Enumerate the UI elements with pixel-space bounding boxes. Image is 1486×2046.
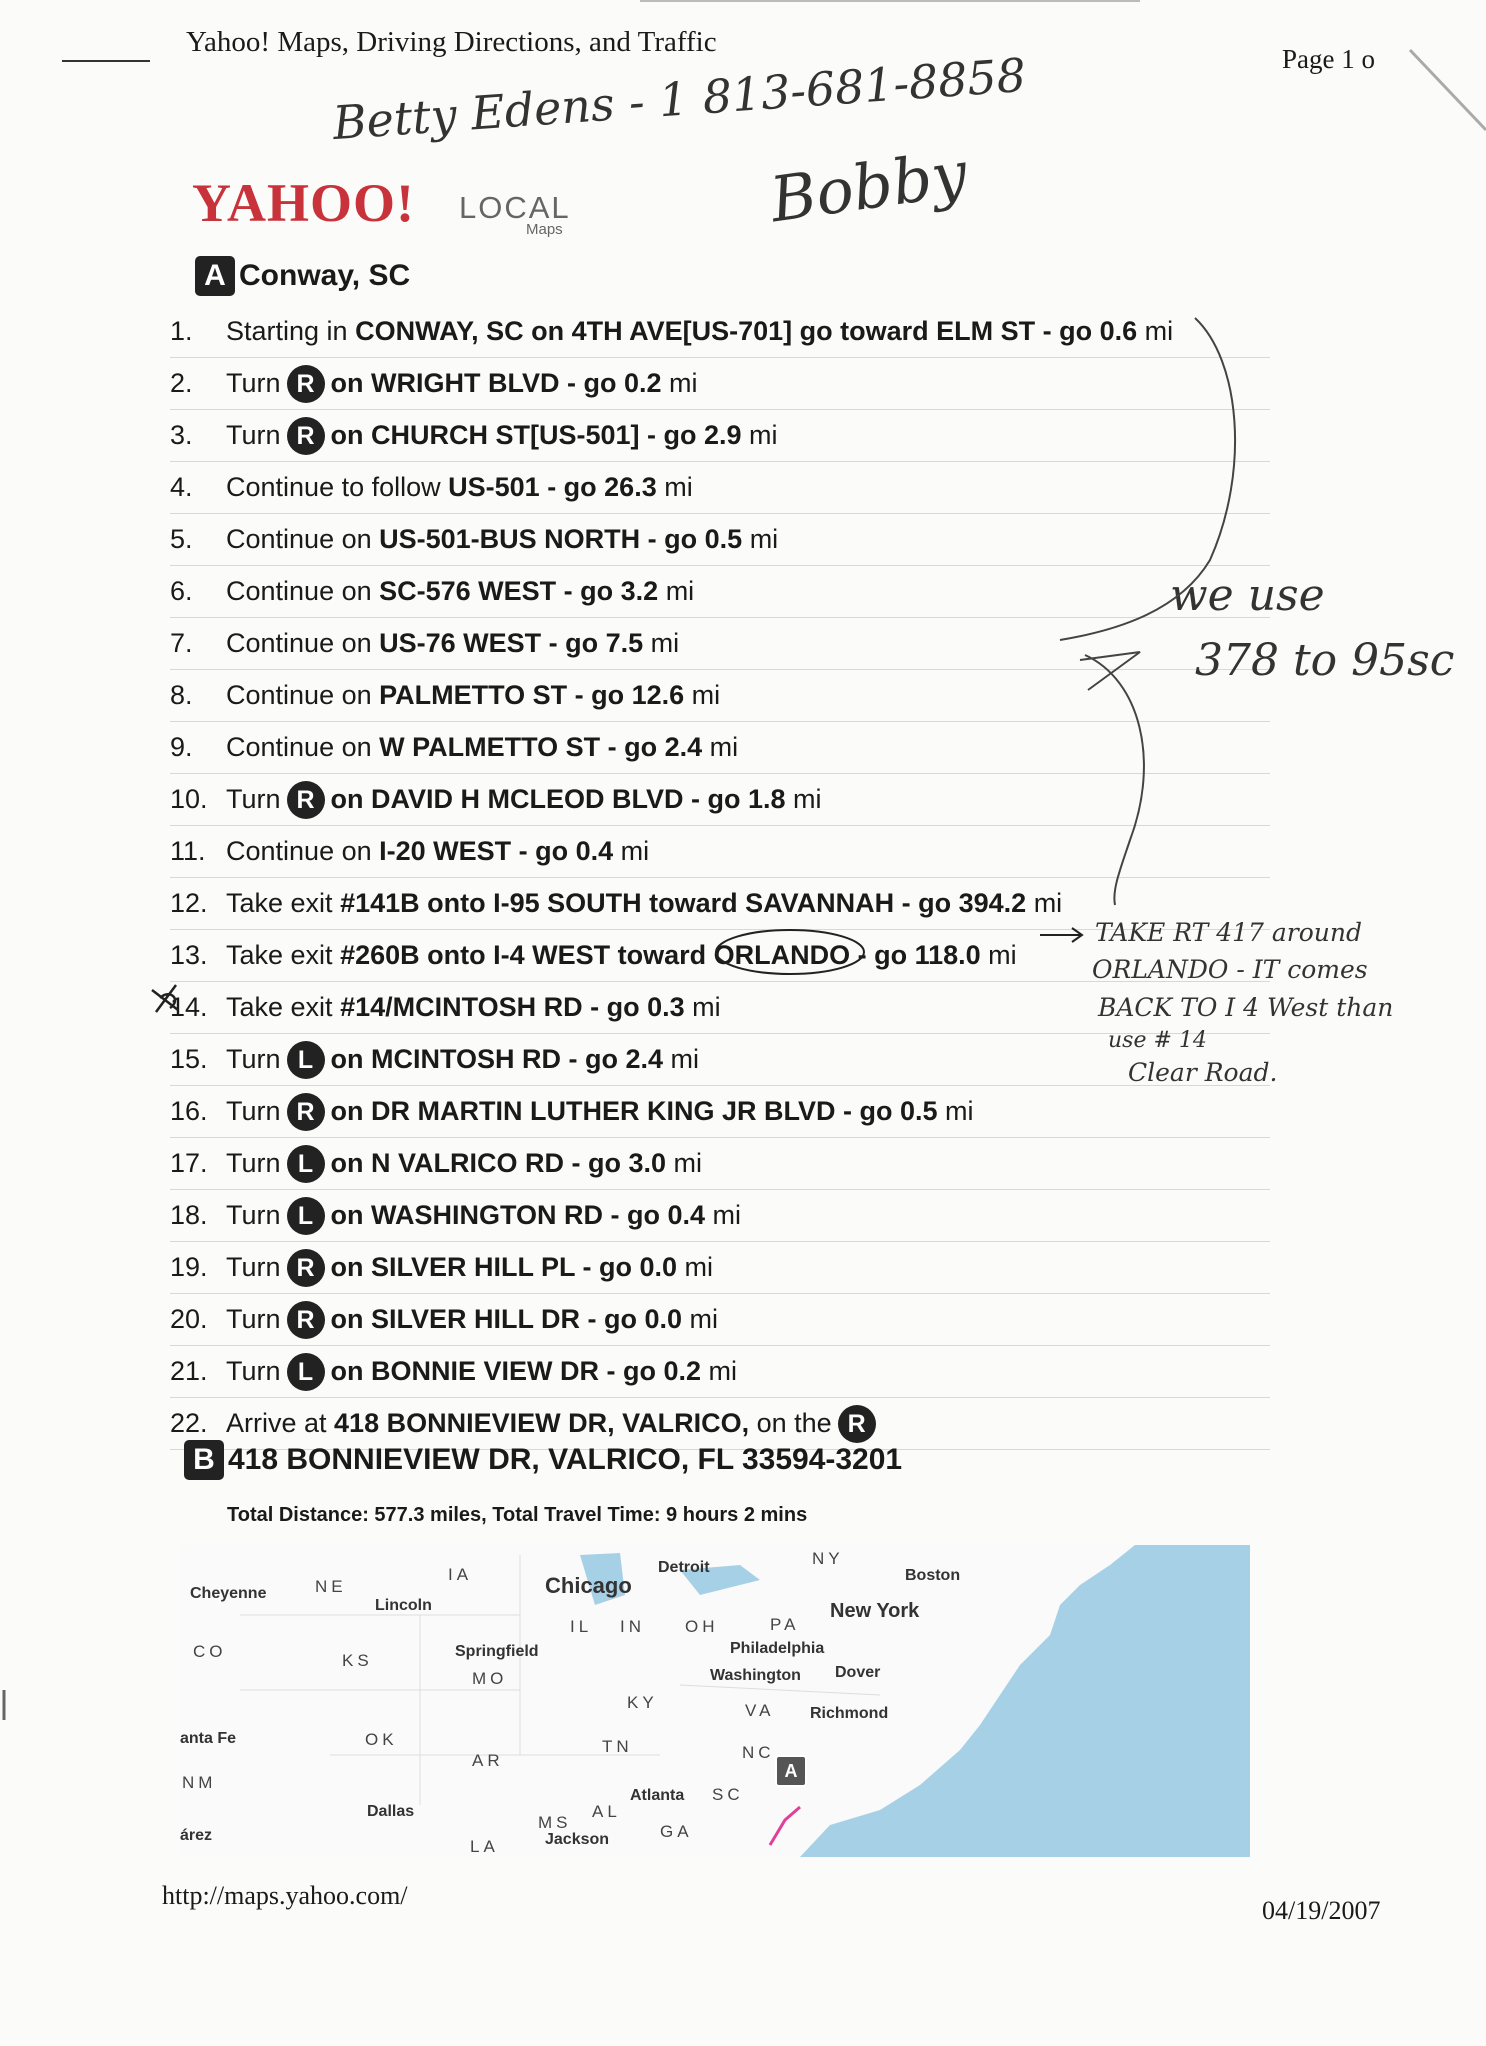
step-instruction: US-501 - go 26.3 (448, 472, 657, 502)
map-state-ms: MS (538, 1813, 572, 1832)
turn-right-icon: R (287, 781, 325, 819)
step-number: 6. (170, 576, 193, 606)
map-state-la: LA (470, 1837, 499, 1856)
map-state-al: AL (592, 1802, 621, 1821)
map-state-ga: GA (660, 1822, 693, 1841)
turn-left-icon: L (287, 1197, 325, 1235)
map-city-richmond: Richmond (810, 1705, 889, 1722)
turn-right-icon: R (838, 1405, 876, 1443)
destination-label: 418 BONNIEVIEW DR, VALRICO, FL 33594-3201 (228, 1443, 903, 1476)
map-state-sc: SC (712, 1785, 744, 1804)
map-city-lincoln: Lincoln (375, 1597, 432, 1614)
footer-date: 04/19/2007 (1262, 1896, 1381, 1925)
step-prefix: Turn (226, 1095, 281, 1126)
step-prefix: Continue on (226, 576, 380, 606)
handnote-1-line1: we use (1170, 570, 1325, 621)
map-state-in: IN (620, 1617, 645, 1636)
step-suffix: mi (742, 524, 779, 554)
step-instruction: on WASHINGTON RD - go 0.4 (330, 1199, 706, 1230)
turn-left-icon: L (287, 1353, 325, 1391)
map-state-va: VA (745, 1701, 775, 1720)
step-instruction: #141B onto I-95 SOUTH toward SAVANNAH - go 394.2 (340, 888, 1027, 918)
step-instruction: #260B onto I-4 WEST toward ORLANDO - go 118.0 (340, 940, 981, 970)
step-number: 7. (170, 628, 193, 658)
step-number: 15. (170, 1044, 208, 1074)
pen-connector-curve (1085, 655, 1144, 905)
logo-local: LOCAL (459, 190, 571, 225)
step-number: 8. (170, 680, 193, 710)
step-suffix: on the (749, 1407, 832, 1438)
step-instruction: #14/MCINTOSH RD - go 0.3 (340, 992, 685, 1022)
step-suffix: mi (613, 836, 650, 866)
turn-right-icon: R (287, 1093, 325, 1131)
step-suffix: mi (1137, 316, 1174, 346)
step-prefix: Turn (226, 1199, 281, 1230)
handnote-2-line1: TAKE RT 417 around (1095, 918, 1363, 947)
step-prefix: Take exit (226, 888, 341, 918)
map-state-ny: NY (812, 1549, 844, 1568)
map-state-nm: NM (182, 1773, 217, 1792)
step-number: 17. (170, 1148, 208, 1178)
pen-arrow (1040, 928, 1082, 942)
step-number: 18. (170, 1200, 208, 1230)
step-number: 10. (170, 784, 208, 814)
turn-right-icon: R (287, 365, 325, 403)
step-suffix: mi (677, 1251, 714, 1282)
route-map[interactable] (180, 1545, 1250, 1857)
map-state-ia: IA (448, 1565, 473, 1584)
handnote-2-line4: use # 14 (1108, 1028, 1207, 1053)
step-number: 12. (170, 888, 208, 918)
step-prefix: Turn (226, 783, 281, 814)
step-instruction: on CHURCH ST[US-501] - go 2.9 (330, 419, 742, 450)
step-prefix: Continue on (226, 680, 380, 710)
step-number: 11. (170, 836, 206, 866)
step-prefix: Continue on (226, 524, 380, 554)
step-suffix: mi (663, 1043, 700, 1074)
orlando-circle (716, 930, 864, 974)
step-instruction: on DR MARTIN LUTHER KING JR BLVD - go 0.5 (330, 1095, 938, 1126)
map-city-new-york: New York (830, 1600, 920, 1622)
handnote-2-line5: Clear Road. (1128, 1058, 1278, 1087)
step-number: 13. (170, 940, 208, 970)
step-suffix: mi (684, 680, 721, 710)
map-ocean (800, 1545, 1250, 1857)
step-suffix: mi (682, 1303, 719, 1334)
step-number: 1. (170, 316, 193, 346)
step-number: 16. (170, 1096, 208, 1126)
pen-star-mark (152, 985, 178, 1012)
yahoo-logo: YAHOO! (192, 173, 416, 233)
step-prefix: Turn (226, 367, 281, 398)
map-city-springfield: Springfield (455, 1643, 539, 1660)
map-origin-marker[interactable]: A (775, 1755, 807, 1787)
step-number: 21. (170, 1356, 208, 1386)
step-number: 22. (170, 1408, 208, 1438)
turn-right-icon: R (287, 1249, 325, 1287)
step-number: 20. (170, 1304, 208, 1334)
map-city-atlanta: Atlanta (630, 1787, 685, 1804)
step-instruction: US-501-BUS NORTH - go 0.5 (379, 524, 743, 554)
origin-marker: A (195, 256, 235, 296)
step-prefix: Turn (226, 1355, 281, 1386)
step-number: 19. (170, 1252, 208, 1282)
step-number: 9. (170, 732, 193, 762)
step-number: 4. (170, 472, 193, 502)
step-suffix: mi (666, 1147, 703, 1178)
turn-left-icon: L (287, 1041, 325, 1079)
step-number: 3. (170, 420, 193, 450)
step-prefix: Continue on (226, 732, 380, 762)
step-prefix: Turn (226, 1303, 281, 1334)
step-suffix: mi (658, 576, 695, 606)
step-instruction: PALMETTO ST - go 12.6 (379, 680, 685, 710)
step-prefix: Continue to follow (226, 472, 449, 502)
destination-marker: B (184, 1440, 224, 1480)
map-city-santa-fe: anta Fe (180, 1730, 237, 1747)
step-instruction: on BONNIE VIEW DR - go 0.2 (330, 1355, 702, 1386)
step-suffix: mi (980, 940, 1017, 970)
logo-maps: Maps (526, 221, 563, 238)
step-suffix: mi (684, 992, 721, 1022)
footer-url[interactable]: http://maps.yahoo.com/ (162, 1881, 408, 1910)
step-suffix: mi (701, 1355, 738, 1386)
handwritten-nickname: Bobby (765, 136, 972, 237)
map-state-il: IL (570, 1617, 593, 1636)
step-instruction: on N VALRICO RD - go 3.0 (330, 1147, 667, 1178)
step-instruction: US-76 WEST - go 7.5 (379, 628, 644, 658)
map-state-ar: AR (472, 1751, 504, 1770)
handwritten-name: Betty Edens - 1 813-681-8858 (330, 47, 1028, 151)
map-city-chicago: Chicago (545, 1573, 632, 1598)
step-prefix: Continue on (226, 628, 380, 658)
map-city-jackson: Jackson (545, 1831, 610, 1848)
step-suffix: mi (937, 1095, 974, 1126)
step-suffix: mi (643, 628, 680, 658)
turn-left-icon: L (287, 1145, 325, 1183)
pen-bracket-curve (1060, 318, 1235, 640)
step-instruction: 418 BONNIEVIEW DR, VALRICO, (334, 1407, 750, 1438)
step-instruction: I-20 WEST - go 0.4 (379, 836, 614, 866)
handnote-2-line2: ORLANDO - IT comes (1092, 955, 1368, 984)
step-suffix: mi (785, 783, 822, 814)
map-state-ks: KS (342, 1651, 373, 1670)
page-header-title: Yahoo! Maps, Driving Directions, and Traffic (186, 26, 717, 58)
map-city-philadelphia: Philadelphia (730, 1640, 825, 1657)
step-suffix: mi (741, 419, 778, 450)
step-suffix: mi (705, 1199, 742, 1230)
step-prefix: Continue on (226, 836, 380, 866)
page-number: Page 1 o (1282, 44, 1375, 74)
map-city-juarez: árez (180, 1827, 213, 1844)
handnote-1-line2: 378 to 95sc (1195, 635, 1455, 686)
scan-corner-shadow (1410, 50, 1486, 130)
step-prefix: Take exit (226, 940, 341, 970)
map-city-dover: Dover (835, 1664, 881, 1681)
origin-label: Conway, SC (239, 259, 411, 292)
map-state-oh: OH (685, 1617, 719, 1636)
map-state-nc: NC (742, 1743, 775, 1762)
step-instruction: CONWAY, SC on 4TH AVE[US-701] go toward ELM ST - go 0.6 (355, 316, 1138, 346)
step-suffix: mi (661, 367, 698, 398)
map-state-ne: NE (315, 1577, 347, 1596)
step-instruction: SC-576 WEST - go 3.2 (379, 576, 659, 606)
step-prefix: Turn (226, 419, 281, 450)
step-prefix: Turn (226, 1147, 281, 1178)
map-city-boston: Boston (905, 1567, 961, 1584)
map-route (770, 1807, 800, 1845)
step-instruction: on SILVER HILL DR - go 0.0 (330, 1303, 683, 1334)
turn-right-icon: R (287, 417, 325, 455)
map-state-co: CO (193, 1642, 227, 1661)
map-city-dallas: Dallas (367, 1803, 415, 1820)
map-state-tn: TN (602, 1737, 633, 1756)
step-prefix: Take exit (226, 992, 341, 1022)
map-city-washington: Washington (710, 1667, 801, 1684)
map-state-pa: PA (770, 1615, 800, 1634)
step-instruction: on DAVID H MCLEOD BLVD - go 1.8 (330, 783, 786, 814)
map-city-detroit: Detroit (658, 1559, 710, 1576)
step-prefix: Starting in (226, 316, 356, 346)
step-instruction: on MCINTOSH RD - go 2.4 (330, 1043, 664, 1074)
step-suffix: mi (702, 732, 739, 762)
map-city-cheyenne: Cheyenne (190, 1585, 267, 1602)
step-instruction: W PALMETTO ST - go 2.4 (379, 732, 703, 762)
step-instruction: on WRIGHT BLVD - go 0.2 (330, 367, 662, 398)
step-number: 14. (170, 992, 208, 1022)
map-state-ok: OK (365, 1730, 398, 1749)
map-state-mo: MO (472, 1669, 508, 1688)
handnote-2-line3: BACK TO I 4 West than (1098, 993, 1394, 1022)
step-prefix: Turn (226, 1043, 281, 1074)
step-number: 5. (170, 524, 193, 554)
map-state-ky: KY (627, 1693, 658, 1712)
total-summary: Total Distance: 577.3 miles, Total Travel Time: 9 hours 2 mins (227, 1504, 808, 1526)
step-prefix: Arrive at (226, 1407, 335, 1438)
step-prefix: Turn (226, 1251, 281, 1282)
step-number: 2. (170, 368, 193, 398)
turn-right-icon: R (287, 1301, 325, 1339)
step-instruction: on SILVER HILL PL - go 0.0 (330, 1251, 678, 1282)
step-suffix: mi (656, 472, 693, 502)
step-suffix: mi (1026, 888, 1063, 918)
